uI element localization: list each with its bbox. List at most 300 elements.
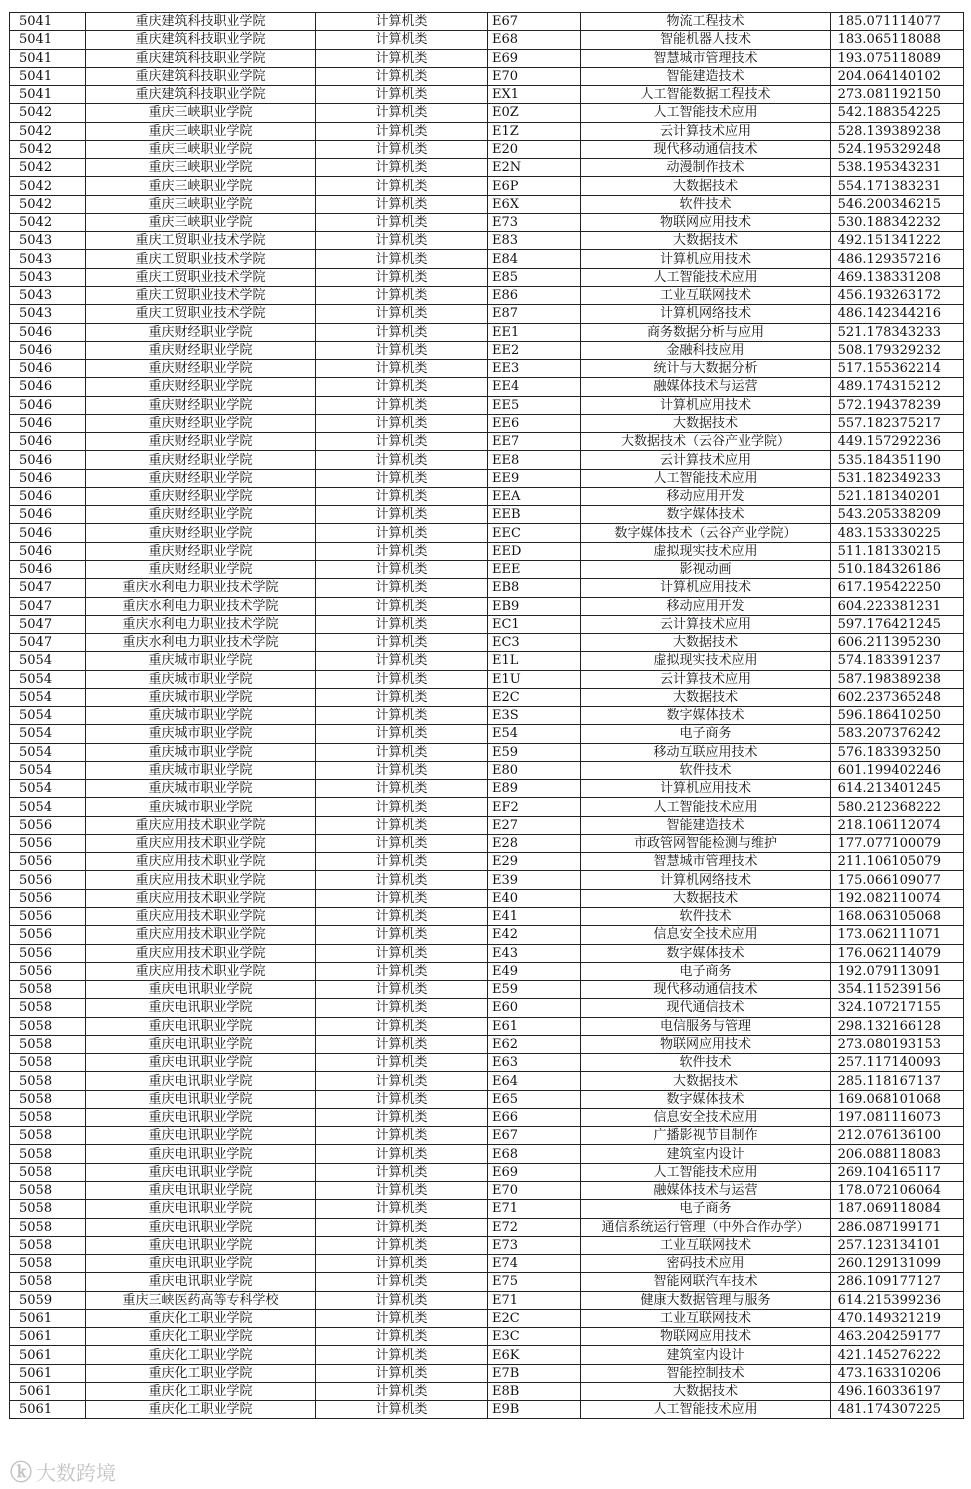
watermark-text: 大数跨境 xyxy=(36,1460,117,1485)
school-name-cell: 重庆财经职业学院 xyxy=(86,341,316,359)
major-name-cell: 大数据技术 xyxy=(581,688,831,706)
table-row xyxy=(10,49,964,67)
major-code-cell: E80 xyxy=(488,761,581,779)
major-name-cell: 信息安全技术应用 xyxy=(581,1108,831,1126)
school-name-cell: 重庆工贸职业技术学院 xyxy=(86,232,316,250)
score-cell: 473.163310206 xyxy=(831,1364,964,1382)
major-code-cell: E72 xyxy=(488,1218,581,1236)
major-name-cell: 虚拟现实技术应用 xyxy=(581,542,831,560)
category-cell: 计算机类 xyxy=(316,1108,488,1126)
table-row xyxy=(10,487,964,505)
major-code-cell: EE3 xyxy=(488,360,581,378)
table-row xyxy=(10,1236,964,1254)
major-name-cell: 软件技术 xyxy=(581,195,831,213)
school-code-cell: 5056 xyxy=(10,926,86,944)
score-cell: 521.178343233 xyxy=(831,323,964,341)
school-name-cell: 重庆电讯职业学院 xyxy=(86,981,316,999)
school-name-cell: 重庆电讯职业学院 xyxy=(86,1108,316,1126)
major-name-cell: 广播影视节目制作 xyxy=(581,1127,831,1145)
major-code-cell: E67 xyxy=(488,13,581,31)
category-cell: 计算机类 xyxy=(316,469,488,487)
school-code-cell: 5047 xyxy=(10,579,86,597)
table-row xyxy=(10,834,964,852)
school-code-cell: 5054 xyxy=(10,743,86,761)
school-code-cell: 5058 xyxy=(10,981,86,999)
school-name-cell: 重庆工贸职业技术学院 xyxy=(86,286,316,304)
major-name-cell: 物联网应用技术 xyxy=(581,213,831,231)
table-row xyxy=(10,1255,964,1273)
category-cell: 计算机类 xyxy=(316,981,488,999)
score-cell: 168.063105068 xyxy=(831,908,964,926)
table-row xyxy=(10,999,964,1017)
school-name-cell: 重庆财经职业学院 xyxy=(86,396,316,414)
score-cell: 486.129357216 xyxy=(831,250,964,268)
major-code-cell: E54 xyxy=(488,725,581,743)
major-code-cell: E86 xyxy=(488,286,581,304)
school-name-cell: 重庆建筑科技职业学院 xyxy=(86,13,316,31)
major-name-cell: 通信系统运行管理（中外合作办学） xyxy=(581,1218,831,1236)
major-name-cell: 移动应用开发 xyxy=(581,487,831,505)
major-name-cell: 工业互联网技术 xyxy=(581,1236,831,1254)
major-name-cell: 大数据技术 xyxy=(581,1382,831,1400)
school-name-cell: 重庆城市职业学院 xyxy=(86,780,316,798)
table-row xyxy=(10,396,964,414)
table-row xyxy=(10,159,964,177)
school-code-cell: 5056 xyxy=(10,962,86,980)
major-code-cell: EEC xyxy=(488,524,581,542)
school-name-cell: 重庆电讯职业学院 xyxy=(86,1072,316,1090)
major-code-cell: E2C xyxy=(488,688,581,706)
table-row xyxy=(10,1145,964,1163)
table-row xyxy=(10,1291,964,1309)
school-name-cell: 重庆财经职业学院 xyxy=(86,451,316,469)
major-code-cell: E1L xyxy=(488,652,581,670)
major-name-cell: 智能控制技术 xyxy=(581,1364,831,1382)
table-row xyxy=(10,360,964,378)
score-cell: 193.075118089 xyxy=(831,49,964,67)
major-code-cell: EEA xyxy=(488,487,581,505)
major-name-cell: 云计算技术应用 xyxy=(581,615,831,633)
table-row xyxy=(10,1163,964,1181)
score-cell: 212.076136100 xyxy=(831,1127,964,1145)
category-cell: 计算机类 xyxy=(316,414,488,432)
school-code-cell: 5046 xyxy=(10,323,86,341)
major-code-cell: E87 xyxy=(488,305,581,323)
table-row xyxy=(10,213,964,231)
school-code-cell: 5054 xyxy=(10,761,86,779)
table-row xyxy=(10,962,964,980)
major-name-cell: 智慧城市管理技术 xyxy=(581,49,831,67)
category-cell: 计算机类 xyxy=(316,1163,488,1181)
table-row xyxy=(10,542,964,560)
score-cell: 604.223381231 xyxy=(831,597,964,615)
major-name-cell: 电信服务与管理 xyxy=(581,1017,831,1035)
table-row xyxy=(10,140,964,158)
major-code-cell: E68 xyxy=(488,1145,581,1163)
table-row xyxy=(10,981,964,999)
category-cell: 计算机类 xyxy=(316,542,488,560)
score-cell: 583.207376242 xyxy=(831,725,964,743)
school-name-cell: 重庆电讯职业学院 xyxy=(86,1090,316,1108)
major-code-cell: E0Z xyxy=(488,104,581,122)
table-row xyxy=(10,195,964,213)
table-row xyxy=(10,615,964,633)
major-name-cell: 大数据技术 xyxy=(581,232,831,250)
score-cell: 197.081116073 xyxy=(831,1108,964,1126)
score-cell: 508.179329232 xyxy=(831,341,964,359)
major-name-cell: 现代移动通信技术 xyxy=(581,140,831,158)
score-cell: 538.195343231 xyxy=(831,159,964,177)
school-code-cell: 5041 xyxy=(10,13,86,31)
major-name-cell: 数字媒体技术 xyxy=(581,944,831,962)
table-row xyxy=(10,414,964,432)
category-cell: 计算机类 xyxy=(316,908,488,926)
score-cell: 492.151341222 xyxy=(831,232,964,250)
major-name-cell: 大数据技术（云谷产业学院） xyxy=(581,433,831,451)
school-name-cell: 重庆城市职业学院 xyxy=(86,670,316,688)
table-row xyxy=(10,725,964,743)
school-code-cell: 5042 xyxy=(10,140,86,158)
table-row xyxy=(10,652,964,670)
major-name-cell: 人工智能数据工程技术 xyxy=(581,86,831,104)
score-cell: 178.072106064 xyxy=(831,1182,964,1200)
major-code-cell: E7B xyxy=(488,1364,581,1382)
category-cell: 计算机类 xyxy=(316,159,488,177)
school-name-cell: 重庆应用技术职业学院 xyxy=(86,871,316,889)
major-name-cell: 智慧城市管理技术 xyxy=(581,853,831,871)
school-name-cell: 重庆工贸职业技术学院 xyxy=(86,250,316,268)
score-cell: 273.080193153 xyxy=(831,1035,964,1053)
school-name-cell: 重庆财经职业学院 xyxy=(86,560,316,578)
major-name-cell: 计算机网络技术 xyxy=(581,871,831,889)
table-row xyxy=(10,104,964,122)
school-name-cell: 重庆财经职业学院 xyxy=(86,506,316,524)
score-cell: 206.088118083 xyxy=(831,1145,964,1163)
category-cell: 计算机类 xyxy=(316,743,488,761)
major-name-cell: 物流工程技术 xyxy=(581,13,831,31)
school-name-cell: 重庆电讯职业学院 xyxy=(86,1145,316,1163)
school-code-cell: 5058 xyxy=(10,1072,86,1090)
major-code-cell: E3S xyxy=(488,707,581,725)
table-row xyxy=(10,268,964,286)
table-row xyxy=(10,1328,964,1346)
table-row xyxy=(10,31,964,49)
category-cell: 计算机类 xyxy=(316,341,488,359)
school-code-cell: 5058 xyxy=(10,1145,86,1163)
school-code-cell: 5061 xyxy=(10,1382,86,1400)
school-code-cell: 5042 xyxy=(10,213,86,231)
category-cell: 计算机类 xyxy=(316,1328,488,1346)
major-name-cell: 数字媒体技术 xyxy=(581,1090,831,1108)
school-code-cell: 5047 xyxy=(10,615,86,633)
major-code-cell: E64 xyxy=(488,1072,581,1090)
major-code-cell: E6X xyxy=(488,195,581,213)
table-row xyxy=(10,506,964,524)
major-name-cell: 云计算技术应用 xyxy=(581,451,831,469)
major-code-cell: E63 xyxy=(488,1054,581,1072)
school-code-cell: 5041 xyxy=(10,86,86,104)
category-cell: 计算机类 xyxy=(316,1017,488,1035)
school-code-cell: 5056 xyxy=(10,816,86,834)
school-name-cell: 重庆财经职业学院 xyxy=(86,469,316,487)
major-name-cell: 商务数据分析与应用 xyxy=(581,323,831,341)
school-code-cell: 5046 xyxy=(10,506,86,524)
table-row xyxy=(10,560,964,578)
score-cell: 606.211395230 xyxy=(831,634,964,652)
category-cell: 计算机类 xyxy=(316,670,488,688)
major-code-cell: E3C xyxy=(488,1328,581,1346)
major-code-cell: EE7 xyxy=(488,433,581,451)
major-code-cell: E29 xyxy=(488,853,581,871)
score-cell: 617.195422250 xyxy=(831,579,964,597)
score-cell: 273.081192150 xyxy=(831,86,964,104)
major-name-cell: 工业互联网技术 xyxy=(581,286,831,304)
school-code-cell: 5058 xyxy=(10,1035,86,1053)
major-name-cell: 数字媒体技术 xyxy=(581,707,831,725)
category-cell: 计算机类 xyxy=(316,1236,488,1254)
score-cell: 511.181330215 xyxy=(831,542,964,560)
school-code-cell: 5054 xyxy=(10,780,86,798)
major-name-cell: 工业互联网技术 xyxy=(581,1309,831,1327)
major-code-cell: E69 xyxy=(488,1163,581,1181)
category-cell: 计算机类 xyxy=(316,49,488,67)
table-row xyxy=(10,1346,964,1364)
score-cell: 542.188354225 xyxy=(831,104,964,122)
major-name-cell: 虚拟现实技术应用 xyxy=(581,652,831,670)
school-code-cell: 5042 xyxy=(10,195,86,213)
school-code-cell: 5043 xyxy=(10,232,86,250)
school-code-cell: 5046 xyxy=(10,487,86,505)
category-cell: 计算机类 xyxy=(316,688,488,706)
score-cell: 528.139389238 xyxy=(831,122,964,140)
major-name-cell: 物联网应用技术 xyxy=(581,1328,831,1346)
score-cell: 176.062114079 xyxy=(831,944,964,962)
table-row xyxy=(10,378,964,396)
major-code-cell: E84 xyxy=(488,250,581,268)
category-cell: 计算机类 xyxy=(316,1035,488,1053)
major-name-cell: 电子商务 xyxy=(581,1200,831,1218)
score-cell: 510.184326186 xyxy=(831,560,964,578)
admission-score-table xyxy=(9,12,964,1419)
category-cell: 计算机类 xyxy=(316,853,488,871)
major-code-cell: EED xyxy=(488,542,581,560)
score-cell: 354.115239156 xyxy=(831,981,964,999)
score-cell: 554.171383231 xyxy=(831,177,964,195)
school-code-cell: 5056 xyxy=(10,908,86,926)
school-name-cell: 重庆应用技术职业学院 xyxy=(86,962,316,980)
category-cell: 计算机类 xyxy=(316,195,488,213)
category-cell: 计算机类 xyxy=(316,433,488,451)
table-row xyxy=(10,597,964,615)
table-row xyxy=(10,122,964,140)
major-name-cell: 软件技术 xyxy=(581,908,831,926)
category-cell: 计算机类 xyxy=(316,268,488,286)
major-code-cell: E59 xyxy=(488,743,581,761)
school-name-cell: 重庆电讯职业学院 xyxy=(86,1273,316,1291)
major-code-cell: EEE xyxy=(488,560,581,578)
major-code-cell: EB8 xyxy=(488,579,581,597)
school-code-cell: 5061 xyxy=(10,1328,86,1346)
school-name-cell: 重庆电讯职业学院 xyxy=(86,1017,316,1035)
major-name-cell: 人工智能技术应用 xyxy=(581,104,831,122)
school-name-cell: 重庆建筑科技职业学院 xyxy=(86,67,316,85)
school-code-cell: 5054 xyxy=(10,707,86,725)
category-cell: 计算机类 xyxy=(316,122,488,140)
category-cell: 计算机类 xyxy=(316,780,488,798)
table-row xyxy=(10,1382,964,1400)
major-name-cell: 大数据技术 xyxy=(581,177,831,195)
school-code-cell: 5058 xyxy=(10,1163,86,1181)
school-code-cell: 5042 xyxy=(10,159,86,177)
major-name-cell: 云计算技术应用 xyxy=(581,670,831,688)
school-name-cell: 重庆三峡职业学院 xyxy=(86,122,316,140)
category-cell: 计算机类 xyxy=(316,524,488,542)
table-row xyxy=(10,433,964,451)
major-code-cell: E59 xyxy=(488,981,581,999)
school-name-cell: 重庆城市职业学院 xyxy=(86,743,316,761)
major-name-cell: 智能建造技术 xyxy=(581,67,831,85)
score-cell: 496.160336197 xyxy=(831,1382,964,1400)
score-cell: 175.066109077 xyxy=(831,871,964,889)
school-code-cell: 5042 xyxy=(10,177,86,195)
score-cell: 470.149321219 xyxy=(831,1309,964,1327)
school-name-cell: 重庆水利电力职业技术学院 xyxy=(86,579,316,597)
school-name-cell: 重庆电讯职业学院 xyxy=(86,999,316,1017)
school-code-cell: 5058 xyxy=(10,999,86,1017)
category-cell: 计算机类 xyxy=(316,634,488,652)
category-cell: 计算机类 xyxy=(316,1127,488,1145)
major-name-cell: 金融科技应用 xyxy=(581,341,831,359)
school-name-cell: 重庆化工职业学院 xyxy=(86,1328,316,1346)
major-name-cell: 智能网联汽车技术 xyxy=(581,1273,831,1291)
school-name-cell: 重庆城市职业学院 xyxy=(86,652,316,670)
school-code-cell: 5046 xyxy=(10,560,86,578)
major-code-cell: E67 xyxy=(488,1127,581,1145)
category-cell: 计算机类 xyxy=(316,305,488,323)
category-cell: 计算机类 xyxy=(316,1072,488,1090)
major-name-cell: 云计算技术应用 xyxy=(581,122,831,140)
major-name-cell: 电子商务 xyxy=(581,962,831,980)
table-row xyxy=(10,1127,964,1145)
category-cell: 计算机类 xyxy=(316,396,488,414)
major-code-cell: E28 xyxy=(488,834,581,852)
school-code-cell: 5043 xyxy=(10,305,86,323)
school-name-cell: 重庆电讯职业学院 xyxy=(86,1163,316,1181)
school-code-cell: 5041 xyxy=(10,31,86,49)
major-code-cell: EE2 xyxy=(488,341,581,359)
school-code-cell: 5046 xyxy=(10,524,86,542)
score-cell: 469.138331208 xyxy=(831,268,964,286)
category-cell: 计算机类 xyxy=(316,579,488,597)
school-code-cell: 5046 xyxy=(10,451,86,469)
school-name-cell: 重庆水利电力职业技术学院 xyxy=(86,615,316,633)
school-name-cell: 重庆电讯职业学院 xyxy=(86,1127,316,1145)
score-cell: 483.153330225 xyxy=(831,524,964,542)
category-cell: 计算机类 xyxy=(316,1090,488,1108)
school-code-cell: 5059 xyxy=(10,1291,86,1309)
table-row xyxy=(10,1200,964,1218)
score-cell: 486.142344216 xyxy=(831,305,964,323)
major-code-cell: E6P xyxy=(488,177,581,195)
major-code-cell: EE6 xyxy=(488,414,581,432)
major-code-cell: E20 xyxy=(488,140,581,158)
major-code-cell: E71 xyxy=(488,1200,581,1218)
major-name-cell: 计算机应用技术 xyxy=(581,250,831,268)
major-code-cell: E73 xyxy=(488,1236,581,1254)
major-name-cell: 大数据技术 xyxy=(581,414,831,432)
category-cell: 计算机类 xyxy=(316,1255,488,1273)
category-cell: 计算机类 xyxy=(316,816,488,834)
school-name-cell: 重庆三峡职业学院 xyxy=(86,104,316,122)
school-code-cell: 5054 xyxy=(10,688,86,706)
major-code-cell: E69 xyxy=(488,49,581,67)
major-code-cell: EB9 xyxy=(488,597,581,615)
school-name-cell: 重庆建筑科技职业学院 xyxy=(86,49,316,67)
school-code-cell: 5058 xyxy=(10,1236,86,1254)
category-cell: 计算机类 xyxy=(316,140,488,158)
major-name-cell: 人工智能技术应用 xyxy=(581,469,831,487)
school-code-cell: 5046 xyxy=(10,469,86,487)
major-name-cell: 数字媒体技术（云谷产业学院） xyxy=(581,524,831,542)
table-row xyxy=(10,944,964,962)
school-name-cell: 重庆电讯职业学院 xyxy=(86,1182,316,1200)
major-name-cell: 融媒体技术与运营 xyxy=(581,1182,831,1200)
major-name-cell: 人工智能技术应用 xyxy=(581,798,831,816)
table-row xyxy=(10,816,964,834)
school-name-cell: 重庆财经职业学院 xyxy=(86,487,316,505)
score-cell: 177.077100079 xyxy=(831,834,964,852)
major-code-cell: E89 xyxy=(488,780,581,798)
category-cell: 计算机类 xyxy=(316,871,488,889)
school-code-cell: 5061 xyxy=(10,1401,86,1419)
school-name-cell: 重庆财经职业学院 xyxy=(86,414,316,432)
major-name-cell: 人工智能技术应用 xyxy=(581,268,831,286)
major-name-cell: 市政管网智能检测与维护 xyxy=(581,834,831,852)
score-cell: 580.212368222 xyxy=(831,798,964,816)
category-cell: 计算机类 xyxy=(316,378,488,396)
category-cell: 计算机类 xyxy=(316,250,488,268)
table-row xyxy=(10,67,964,85)
school-code-cell: 5058 xyxy=(10,1200,86,1218)
school-name-cell: 重庆应用技术职业学院 xyxy=(86,853,316,871)
table-row xyxy=(10,341,964,359)
school-name-cell: 重庆三峡医药高等专科学校 xyxy=(86,1291,316,1309)
score-cell: 285.118167137 xyxy=(831,1072,964,1090)
school-name-cell: 重庆三峡职业学院 xyxy=(86,213,316,231)
score-cell: 286.087199171 xyxy=(831,1218,964,1236)
table-row xyxy=(10,1017,964,1035)
score-cell: 183.065118088 xyxy=(831,31,964,49)
category-cell: 计算机类 xyxy=(316,1054,488,1072)
major-code-cell: E6K xyxy=(488,1346,581,1364)
major-name-cell: 计算机应用技术 xyxy=(581,396,831,414)
major-code-cell: E70 xyxy=(488,67,581,85)
score-cell: 597.176421245 xyxy=(831,615,964,633)
table-row xyxy=(10,579,964,597)
school-code-cell: 5061 xyxy=(10,1346,86,1364)
table-row xyxy=(10,232,964,250)
score-cell: 543.205338209 xyxy=(831,506,964,524)
table-row xyxy=(10,761,964,779)
school-code-cell: 5061 xyxy=(10,1309,86,1327)
school-name-cell: 重庆城市职业学院 xyxy=(86,725,316,743)
table-row xyxy=(10,688,964,706)
major-name-cell: 软件技术 xyxy=(581,1054,831,1072)
score-cell: 602.237365248 xyxy=(831,688,964,706)
school-code-cell: 5046 xyxy=(10,396,86,414)
major-code-cell: E74 xyxy=(488,1255,581,1273)
score-cell: 286.109177127 xyxy=(831,1273,964,1291)
